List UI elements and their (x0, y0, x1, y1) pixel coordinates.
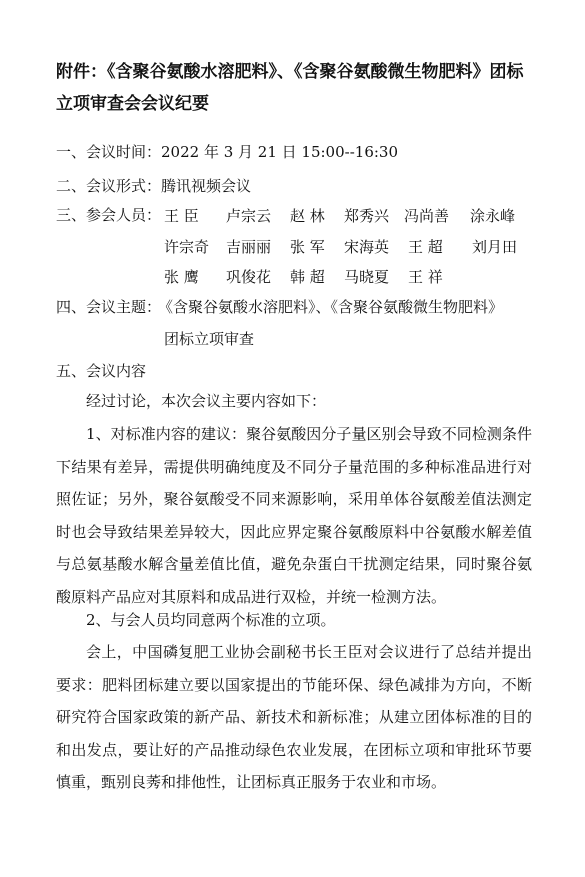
participant-name: 张 鹰 (164, 268, 199, 286)
participant-name: 涂永峰 (470, 207, 516, 225)
participant-name: 马晓夏 (344, 268, 390, 286)
theme-line2: 团标立项审查 (164, 330, 255, 348)
participants-label: 三、参会人员： (56, 206, 162, 224)
participant-name: 冯尚善 (404, 207, 450, 225)
participant-name: 郑秀兴 (344, 207, 390, 225)
participant-name: 王 超 (408, 238, 443, 256)
participant-name: 巩俊花 (226, 268, 272, 286)
participant-name: 吉丽丽 (226, 238, 272, 256)
participant-name: 卢宗云 (226, 207, 272, 225)
participant-name: 王 臣 (164, 207, 199, 225)
participant-name: 张 军 (290, 238, 325, 256)
document-title-line1: 附件：《含聚谷氨酸水溶肥料》、《含聚谷氨酸微生物肥料》团标 (56, 62, 524, 82)
content-intro: 经过讨论，本次会议主要内容如下： (86, 392, 327, 410)
content-item-2: 2、与会人员均同意两个标准的立项。 (86, 611, 336, 629)
participant-name: 韩 超 (290, 268, 325, 286)
document-title-line2: 立项审查会会议纪要 (56, 94, 209, 114)
participant-name: 赵 林 (290, 207, 325, 225)
theme-label: 四、会议主题： (56, 298, 162, 316)
meeting-form: 二、会议形式：腾讯视频会议 (56, 177, 252, 195)
meeting-summary: 会上，中国磷复肥工业协会副秘书长王臣对会议进行了总结并提出要求：肥料团标建立要以国家提出的节能环保、绿色减排为方向，不断研究符合国家政策的新产品、新技术和新标准；从建立团体标准的目的和出发点，要让好的产品推动绿色农业发展，在团标立项和审批环节要慎重，甄别良莠和排他性，让团标真正服务于农业和市场。 (56, 643, 532, 791)
participant-name: 许宗奇 (164, 238, 210, 256)
content-item-1: 1、对标准内容的建议：聚谷氨酸因分子量区别会导致不同检测条件下结果有差异，需提供明确纯度及不同分子量范围的多种标准品进行对照佐证；另外，聚谷氨酸受不同来源影响，采用单体谷氨酸差值法测定时也会导致结果差异较大，因此应界定聚谷氨酸原料中谷氨酸水解差值与总氨基酸水解含量差值比值，避免杂蛋白干扰测定结果，同时聚谷氨酸原料产品应对其原料和成品进行双检，并统一检测方法。 (56, 425, 532, 606)
theme-line1: 《含聚谷氨酸水溶肥料》、《含聚谷氨酸微生物肥料》 (158, 298, 504, 316)
content-label: 五、会议内容 (56, 362, 147, 380)
participant-name: 刘月田 (472, 238, 518, 256)
participant-name: 王 祥 (408, 268, 443, 286)
meeting-time: 一、会议时间：2022 年 3 月 21 日 15:00--16:30 (56, 143, 399, 161)
participant-name: 宋海英 (344, 238, 390, 256)
